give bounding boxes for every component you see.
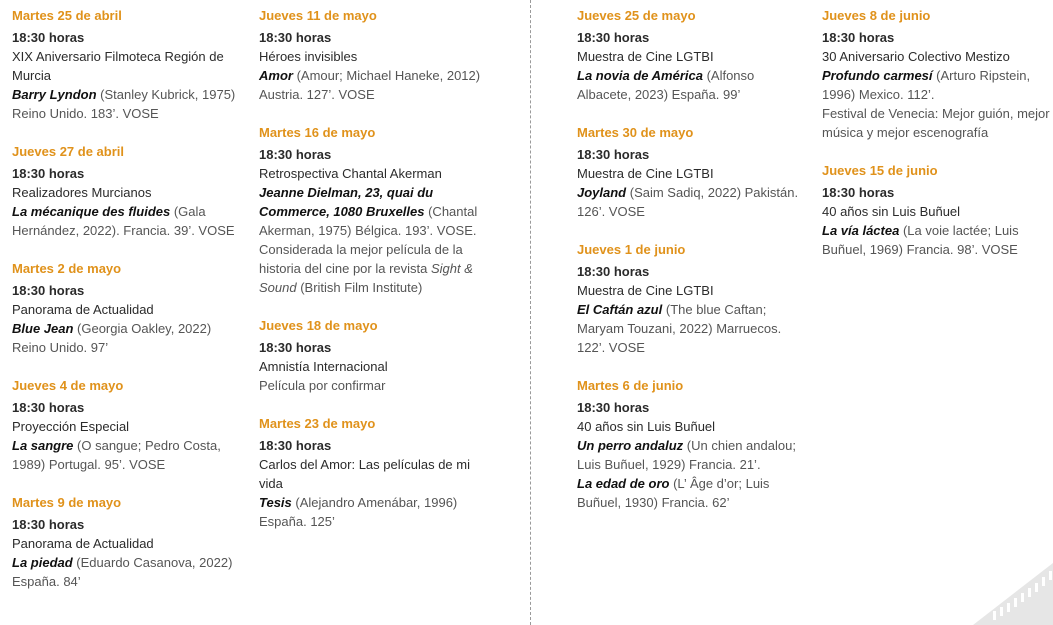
screening-time: 18:30 horas	[259, 30, 332, 45]
film-line	[259, 493, 489, 531]
film-details: (Amour; Michael Haneke, 2012) Austria. 127’. VOSE	[259, 68, 481, 102]
screening-time: 18:30 horas	[12, 283, 85, 298]
film-details: (Un chien andalou; Luis Buñuel, 1929) Francia. 21’.	[577, 438, 796, 472]
screening-date: Martes 2 de mayo	[12, 261, 122, 276]
film-details: (L’ Âge d’or; Luis Buñuel, 1930) Francia. 62’	[577, 476, 770, 510]
screening-date: Jueves 25 de mayo	[577, 8, 696, 23]
program-name: Proyección Especial	[12, 419, 130, 434]
screening-date: Martes 16 de mayo	[259, 125, 376, 140]
film-details: (Eduardo Casanova, 2022) España. 84’	[12, 555, 233, 589]
program-name: Realizadores Murcianos	[12, 185, 152, 200]
film-title: La piedad	[12, 555, 73, 570]
film-details: (O sangue; Pedro Costa, 1989) Portugal. 95’. VOSE	[12, 438, 221, 472]
program-name: Panorama de Actualidad	[12, 536, 154, 551]
magazine-name: Sight & Sound	[259, 261, 473, 295]
film-details: (The blue Caftan; Maryam Touzani, 2022) Marruecos. 122’. VOSE	[577, 302, 782, 355]
schedule-column-4	[822, 6, 1052, 278]
screening-entry	[12, 6, 242, 123]
program-name: 40 años sin Luis Buñuel	[577, 419, 716, 434]
film-strip-decoration-icon	[963, 555, 1053, 625]
screening-date: Martes 23 de mayo	[259, 416, 376, 431]
film-title: Tesis	[259, 495, 292, 510]
screening-entry	[259, 414, 489, 531]
program-name: Amnistía Internacional	[259, 359, 388, 374]
film-title: Blue Jean	[12, 321, 74, 336]
note-text: (British Film Institute)	[296, 280, 423, 295]
screening-entry	[577, 6, 807, 104]
program-name: 30 Aniversario Colectivo Mestizo	[822, 49, 1010, 64]
screening-date: Jueves 4 de mayo	[12, 378, 124, 393]
film-line	[577, 474, 807, 512]
film-title: El Caftán azul	[577, 302, 663, 317]
column-divider	[530, 0, 531, 625]
screening-time: 18:30 horas	[822, 185, 895, 200]
screening-time: 18:30 horas	[12, 166, 85, 181]
schedule-column-3	[577, 6, 807, 531]
program-name: Muestra de Cine LGTBI	[577, 283, 714, 298]
schedule-column-1	[12, 6, 242, 610]
note-text: Película por confirmar	[259, 378, 386, 393]
screening-date: Jueves 1 de junio	[577, 242, 686, 257]
film-details: (Chantal Akerman, 1975) Bélgica. 193’. VOSE.	[259, 204, 478, 238]
screening-time: 18:30 horas	[577, 30, 650, 45]
film-title: Joyland	[577, 185, 627, 200]
screening-entry	[822, 6, 1052, 142]
film-line	[259, 183, 489, 240]
screening-time: 18:30 horas	[577, 264, 650, 279]
screening-note	[822, 104, 1052, 142]
screening-time: 18:30 horas	[259, 147, 332, 162]
film-line	[822, 221, 1052, 259]
screening-time: 18:30 horas	[259, 438, 332, 453]
film-line	[577, 183, 807, 221]
program-name: Héroes invisibles	[259, 49, 358, 64]
film-line	[822, 66, 1052, 104]
film-title: Jeanne Dielman, 23, quai du Commerce, 1080 Bruxelles	[259, 185, 434, 219]
program-name: Retrospectiva Chantal Akerman	[259, 166, 442, 181]
screening-time: 18:30 horas	[577, 400, 650, 415]
screening-entry	[577, 240, 807, 357]
film-title: La sangre	[12, 438, 74, 453]
screening-date: Jueves 11 de mayo	[259, 8, 377, 23]
screening-note	[259, 376, 489, 395]
film-details: (Stanley Kubrick, 1975) Reino Unido. 183’. VOSE	[12, 87, 236, 121]
film-details: (Saim Sadiq, 2022) Pakistán. 126’. VOSE	[577, 185, 799, 219]
program-name: Muestra de Cine LGTBI	[577, 166, 714, 181]
screening-entry	[259, 123, 489, 297]
film-line	[577, 436, 807, 474]
program-name: Muestra de Cine LGTBI	[577, 49, 714, 64]
film-title: Un perro andaluz	[577, 438, 684, 453]
screening-date: Martes 9 de mayo	[12, 495, 122, 510]
program-name: XIX Aniversario Filmoteca Región de Murcia	[12, 49, 224, 83]
screening-date: Martes 6 de junio	[577, 378, 684, 393]
screening-date: Martes 30 de mayo	[577, 125, 694, 140]
film-details: (Arturo Ripstein, 1996) Mexico. 112’.	[822, 68, 1031, 102]
screening-date: Jueves 27 de abril	[12, 144, 125, 159]
screening-entry	[12, 376, 242, 474]
film-details: (La voie lactée; Luis Buñuel, 1969) Francia. 98’. VOSE	[822, 223, 1019, 257]
screening-entry	[577, 376, 807, 512]
program-name: Panorama de Actualidad	[12, 302, 154, 317]
screening-time: 18:30 horas	[12, 517, 85, 532]
film-details: (Georgia Oakley, 2022) Reino Unido. 97’	[12, 321, 212, 355]
film-details: (Alfonso Albacete, 2023) España. 99’	[577, 68, 755, 102]
film-title: La vía láctea	[822, 223, 900, 238]
film-line	[12, 202, 242, 240]
film-title: La novia de América	[577, 68, 703, 83]
screening-entry	[822, 161, 1052, 259]
note-text: Considerada la mejor película de la historia del cine por la revista	[259, 242, 463, 276]
film-details: (Alejandro Amenábar, 1996) España. 125’	[259, 495, 458, 529]
film-line	[577, 300, 807, 357]
screening-entry	[259, 316, 489, 395]
screening-note	[259, 240, 489, 297]
screening-time: 18:30 horas	[259, 340, 332, 355]
screening-date: Jueves 15 de junio	[822, 163, 938, 178]
screening-entry	[259, 6, 489, 104]
screening-time: 18:30 horas	[12, 400, 85, 415]
program-name: 40 años sin Luis Buñuel	[822, 204, 961, 219]
screening-date: Jueves 18 de mayo	[259, 318, 378, 333]
screening-entry	[12, 493, 242, 591]
film-title: Barry Lyndon	[12, 87, 97, 102]
film-line	[259, 66, 489, 104]
screening-time: 18:30 horas	[822, 30, 895, 45]
program-name: Carlos del Amor: Las películas de mi vida	[259, 457, 470, 491]
schedule-column-2	[259, 6, 489, 550]
screening-entry	[577, 123, 807, 221]
film-line	[12, 553, 242, 591]
film-line	[12, 85, 242, 123]
screening-date: Martes 25 de abril	[12, 8, 122, 23]
screening-entry	[12, 259, 242, 357]
screening-time: 18:30 horas	[577, 147, 650, 162]
film-title: Amor	[259, 68, 293, 83]
screening-time: 18:30 horas	[12, 30, 85, 45]
film-line	[12, 436, 242, 474]
screening-entry	[12, 142, 242, 240]
note-text: Festival de Venecia: Mejor guión, mejor música y mejor escenografía	[822, 106, 1050, 140]
film-details: (Gala Hernández, 2022). Francia. 39’. VOSE	[12, 204, 235, 238]
film-title: Profundo carmesí	[822, 68, 933, 83]
film-title: La mécanique des fluides	[12, 204, 171, 219]
screening-date: Jueves 8 de junio	[822, 8, 931, 23]
film-line	[12, 319, 242, 357]
film-title: La edad de oro	[577, 476, 670, 491]
film-line	[577, 66, 807, 104]
